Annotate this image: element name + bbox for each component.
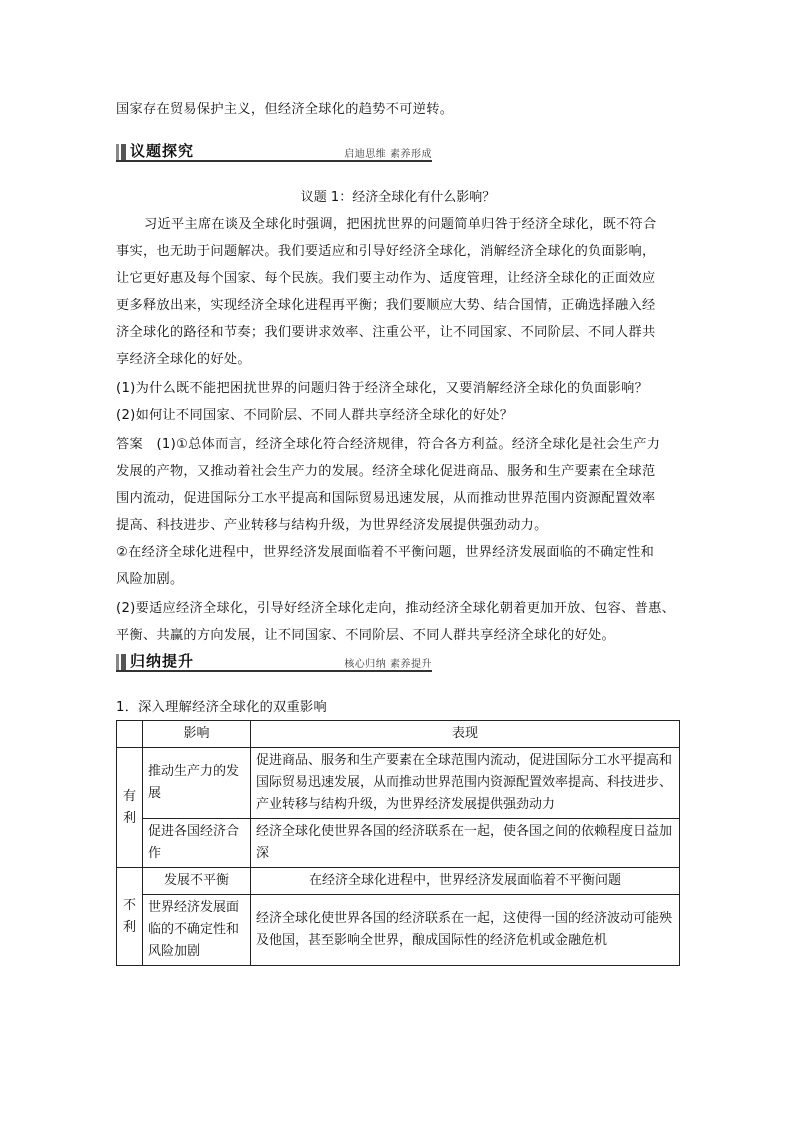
impact-cell: 世界经济发展面临的不确定性和风险加剧 (143, 895, 251, 966)
table-row (117, 895, 680, 966)
passage-line: 习近平主席在谈及全球化时强调，把困扰世界的问题简单归咎于经济全球化，既不符合 (144, 217, 657, 232)
section-title: 归纳提升 (130, 652, 195, 670)
passage-line: 济全球化的路径和节奏；我们要讲求效率、注重公平，让不同国家、不同阶层、不同人群共 (116, 325, 656, 340)
passage-line: 让它更好惠及每个国家、每个民族。我们要主动作为、适度管理，让经济全球化的正面效应 (116, 271, 656, 286)
table-row (117, 819, 680, 868)
table-header-manifest: 表现 (251, 721, 680, 748)
impact-table (116, 720, 680, 966)
section-header-explore (116, 140, 432, 162)
section-marker-icon (116, 654, 126, 670)
question-1: (1)为什么既不能把困扰世界的问题归咎于经济全球化，又要消解经济全球化的负面影响？ (116, 381, 649, 396)
table-row (117, 868, 680, 895)
answer-line: 平衡、共赢的方向发展，让不同国家、不同阶层、不同人群共享经济全球化的好处。 (116, 628, 616, 643)
topic-title: 议题 1：经济全球化有什么影响？ (300, 190, 496, 205)
list-heading: 1．深入理解经济全球化的双重影响 (116, 700, 328, 715)
section-header-summary (116, 650, 432, 672)
top-line: 国家存在贸易保护主义，但经济全球化的趋势不可逆转。 (116, 102, 454, 117)
impact-cell: 推动生产力的发展 (143, 748, 251, 819)
impact-cell: 发展不平衡 (143, 868, 251, 895)
table-header-impact: 影响 (143, 721, 251, 748)
manifest-cell: 在经济全球化进程中，世界经济发展面临着不平衡问题 (251, 868, 680, 895)
section-title: 议题探究 (130, 142, 195, 160)
manifest-cell: 经济全球化使世界各国的经济联系在一起，使各国之间的依赖程度日益加深 (251, 819, 680, 868)
passage-line: 享经济全球化的好处。 (116, 352, 251, 367)
impact-cell: 促进各国经济合作 (143, 819, 251, 868)
group-favorable: 有利 (117, 748, 143, 868)
section-subtitle: 启迪思维 素养形成 (344, 149, 432, 160)
answer-line: 发展的产物，又推动着社会生产力的发展。经济全球化促进商品、服务和生产要素在全球范 (116, 464, 656, 479)
table-header-row (117, 721, 680, 748)
manifest-cell: 促进商品、服务和生产要素在全球范围内流动，促进国际分工水平提高和国际贸易迅速发展，从而推动世界范围内资源配置效率提高、科技进步、产业转移与结构升级，为世界经济发展提供强劲动力 (251, 748, 680, 819)
question-2: (2)如何让不同国家、不同阶层、不同人群共享经济全球化的好处？ (116, 408, 514, 423)
table-row (117, 748, 680, 819)
answer-line: 围内流动，促进国际分工水平提高和国际贸易迅速发展，从而推动世界范围内资源配置效率 (116, 491, 656, 506)
section-rule (116, 160, 432, 162)
group-unfavorable: 不利 (117, 868, 143, 966)
table-corner-cell (117, 721, 143, 748)
section-marker-icon (116, 144, 126, 160)
manifest-cell: 经济全球化使世界各国的经济联系在一起，这使得一国的经济波动可能殃及他国，甚至影响全世界，酿成国际性的经济危机或金融危机 (251, 895, 680, 966)
passage-line: 事实，也无助于问题解决。我们要适应和引导好经济全球化，消解经济全球化的负面影响， (116, 244, 656, 259)
answer-line: 提高、科技进步、产业转移与结构升级，为世界经济发展提供强劲动力。 (116, 518, 548, 533)
answer-line: (2)要适应经济全球化，引导好经济全球化走向，推动经济全球化朝着更加开放、包容、普惠、 (116, 601, 676, 616)
section-subtitle: 核心归纳 素养提升 (344, 659, 432, 670)
answer-line: 风险加剧。 (116, 572, 184, 587)
passage-line: 更多释放出来，实现经济全球化进程再平衡；我们要顺应大势、结合国情，正确选择融入经 (116, 298, 656, 313)
answer-line: 答案 (1)①总体而言，经济全球化符合经济规律，符合各方利益。经济全球化是社会生产力 (116, 437, 661, 452)
answer-line: ②在经济全球化进程中，世界经济发展面临着不平衡问题，世界经济发展面临的不确定性和 (116, 545, 655, 560)
section-rule (116, 670, 432, 672)
